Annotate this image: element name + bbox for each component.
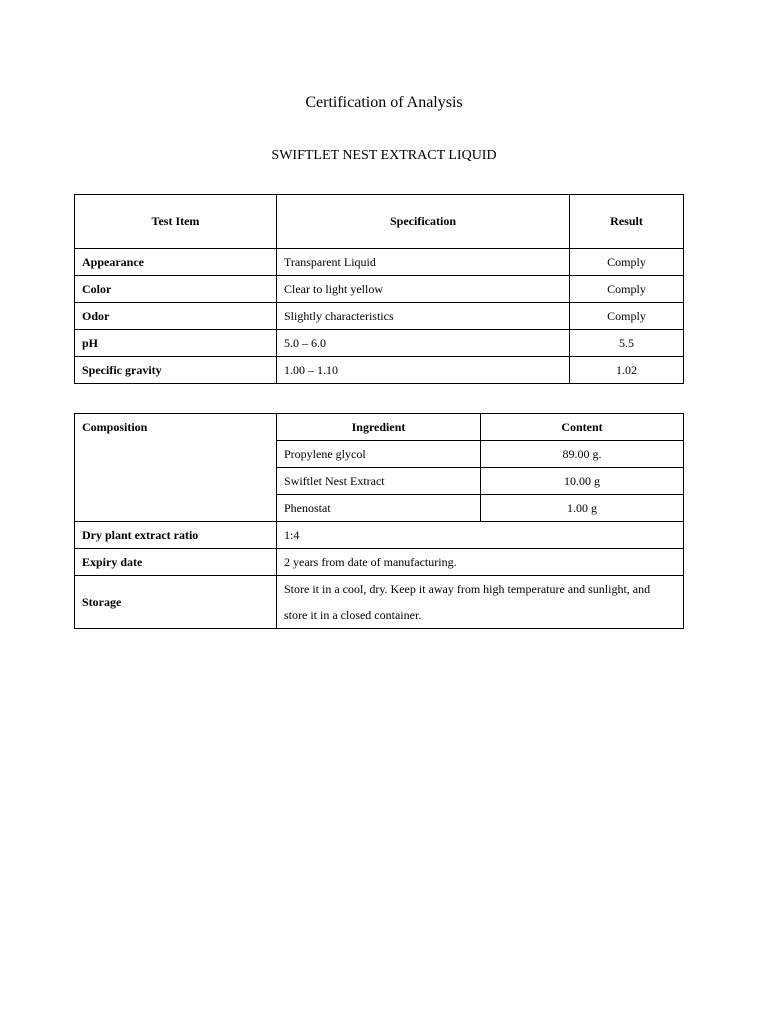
dry-ratio-row [75, 522, 684, 549]
specification-cell: 5.0 – 6.0 [277, 330, 570, 357]
test-item-cell: Color [75, 276, 277, 303]
table-header-row [75, 195, 684, 249]
ingredient-name: Propylene glycol [277, 441, 481, 468]
result-cell: Comply [570, 303, 684, 330]
composition-label: Composition [75, 414, 277, 522]
header-test-item: Test Item [75, 195, 277, 249]
table-row [75, 276, 684, 303]
header-result: Result [570, 195, 684, 249]
ingredient-name: Phenostat [277, 495, 481, 522]
document-title: Certification of Analysis [305, 94, 463, 111]
storage-value: Store it in a cool, dry. Keep it away from high temperature and sunlight, and store it in a closed container. [277, 576, 684, 629]
ingredient-name: Swiftlet Nest Extract [277, 468, 481, 495]
test-results-table [74, 194, 684, 384]
expiry-label: Expiry date [75, 549, 277, 576]
composition-table [74, 413, 684, 629]
result-cell: 1.02 [570, 357, 684, 384]
storage-row [75, 576, 684, 629]
table-row [75, 357, 684, 384]
table-row [75, 303, 684, 330]
composition-header-row [75, 414, 684, 441]
test-item-cell: Odor [75, 303, 277, 330]
result-cell: Comply [570, 276, 684, 303]
specification-cell: Slightly characteristics [277, 303, 570, 330]
header-ingredient: Ingredient [277, 414, 481, 441]
result-cell: 5.5 [570, 330, 684, 357]
product-name: SWIFTLET NEST EXTRACT LIQUID [271, 148, 497, 163]
header-content: Content [481, 414, 684, 441]
specification-cell: Transparent Liquid [277, 249, 570, 276]
expiry-value: 2 years from date of manufacturing. [277, 549, 684, 576]
table-row [75, 249, 684, 276]
specification-cell: 1.00 – 1.10 [277, 357, 570, 384]
header-specification: Specification [277, 195, 570, 249]
dry-ratio-value: 1:4 [277, 522, 684, 549]
ingredient-content: 10.00 g [481, 468, 684, 495]
test-item-cell: pH [75, 330, 277, 357]
expiry-row [75, 549, 684, 576]
ingredient-content: 1.00 g [481, 495, 684, 522]
test-item-cell: Appearance [75, 249, 277, 276]
result-cell: Comply [570, 249, 684, 276]
specification-cell: Clear to light yellow [277, 276, 570, 303]
table-row [75, 330, 684, 357]
dry-ratio-label: Dry plant extract ratio [75, 522, 277, 549]
storage-label: Storage [75, 576, 277, 629]
ingredient-content: 89.00 g. [481, 441, 684, 468]
test-item-cell: Specific gravity [75, 357, 277, 384]
